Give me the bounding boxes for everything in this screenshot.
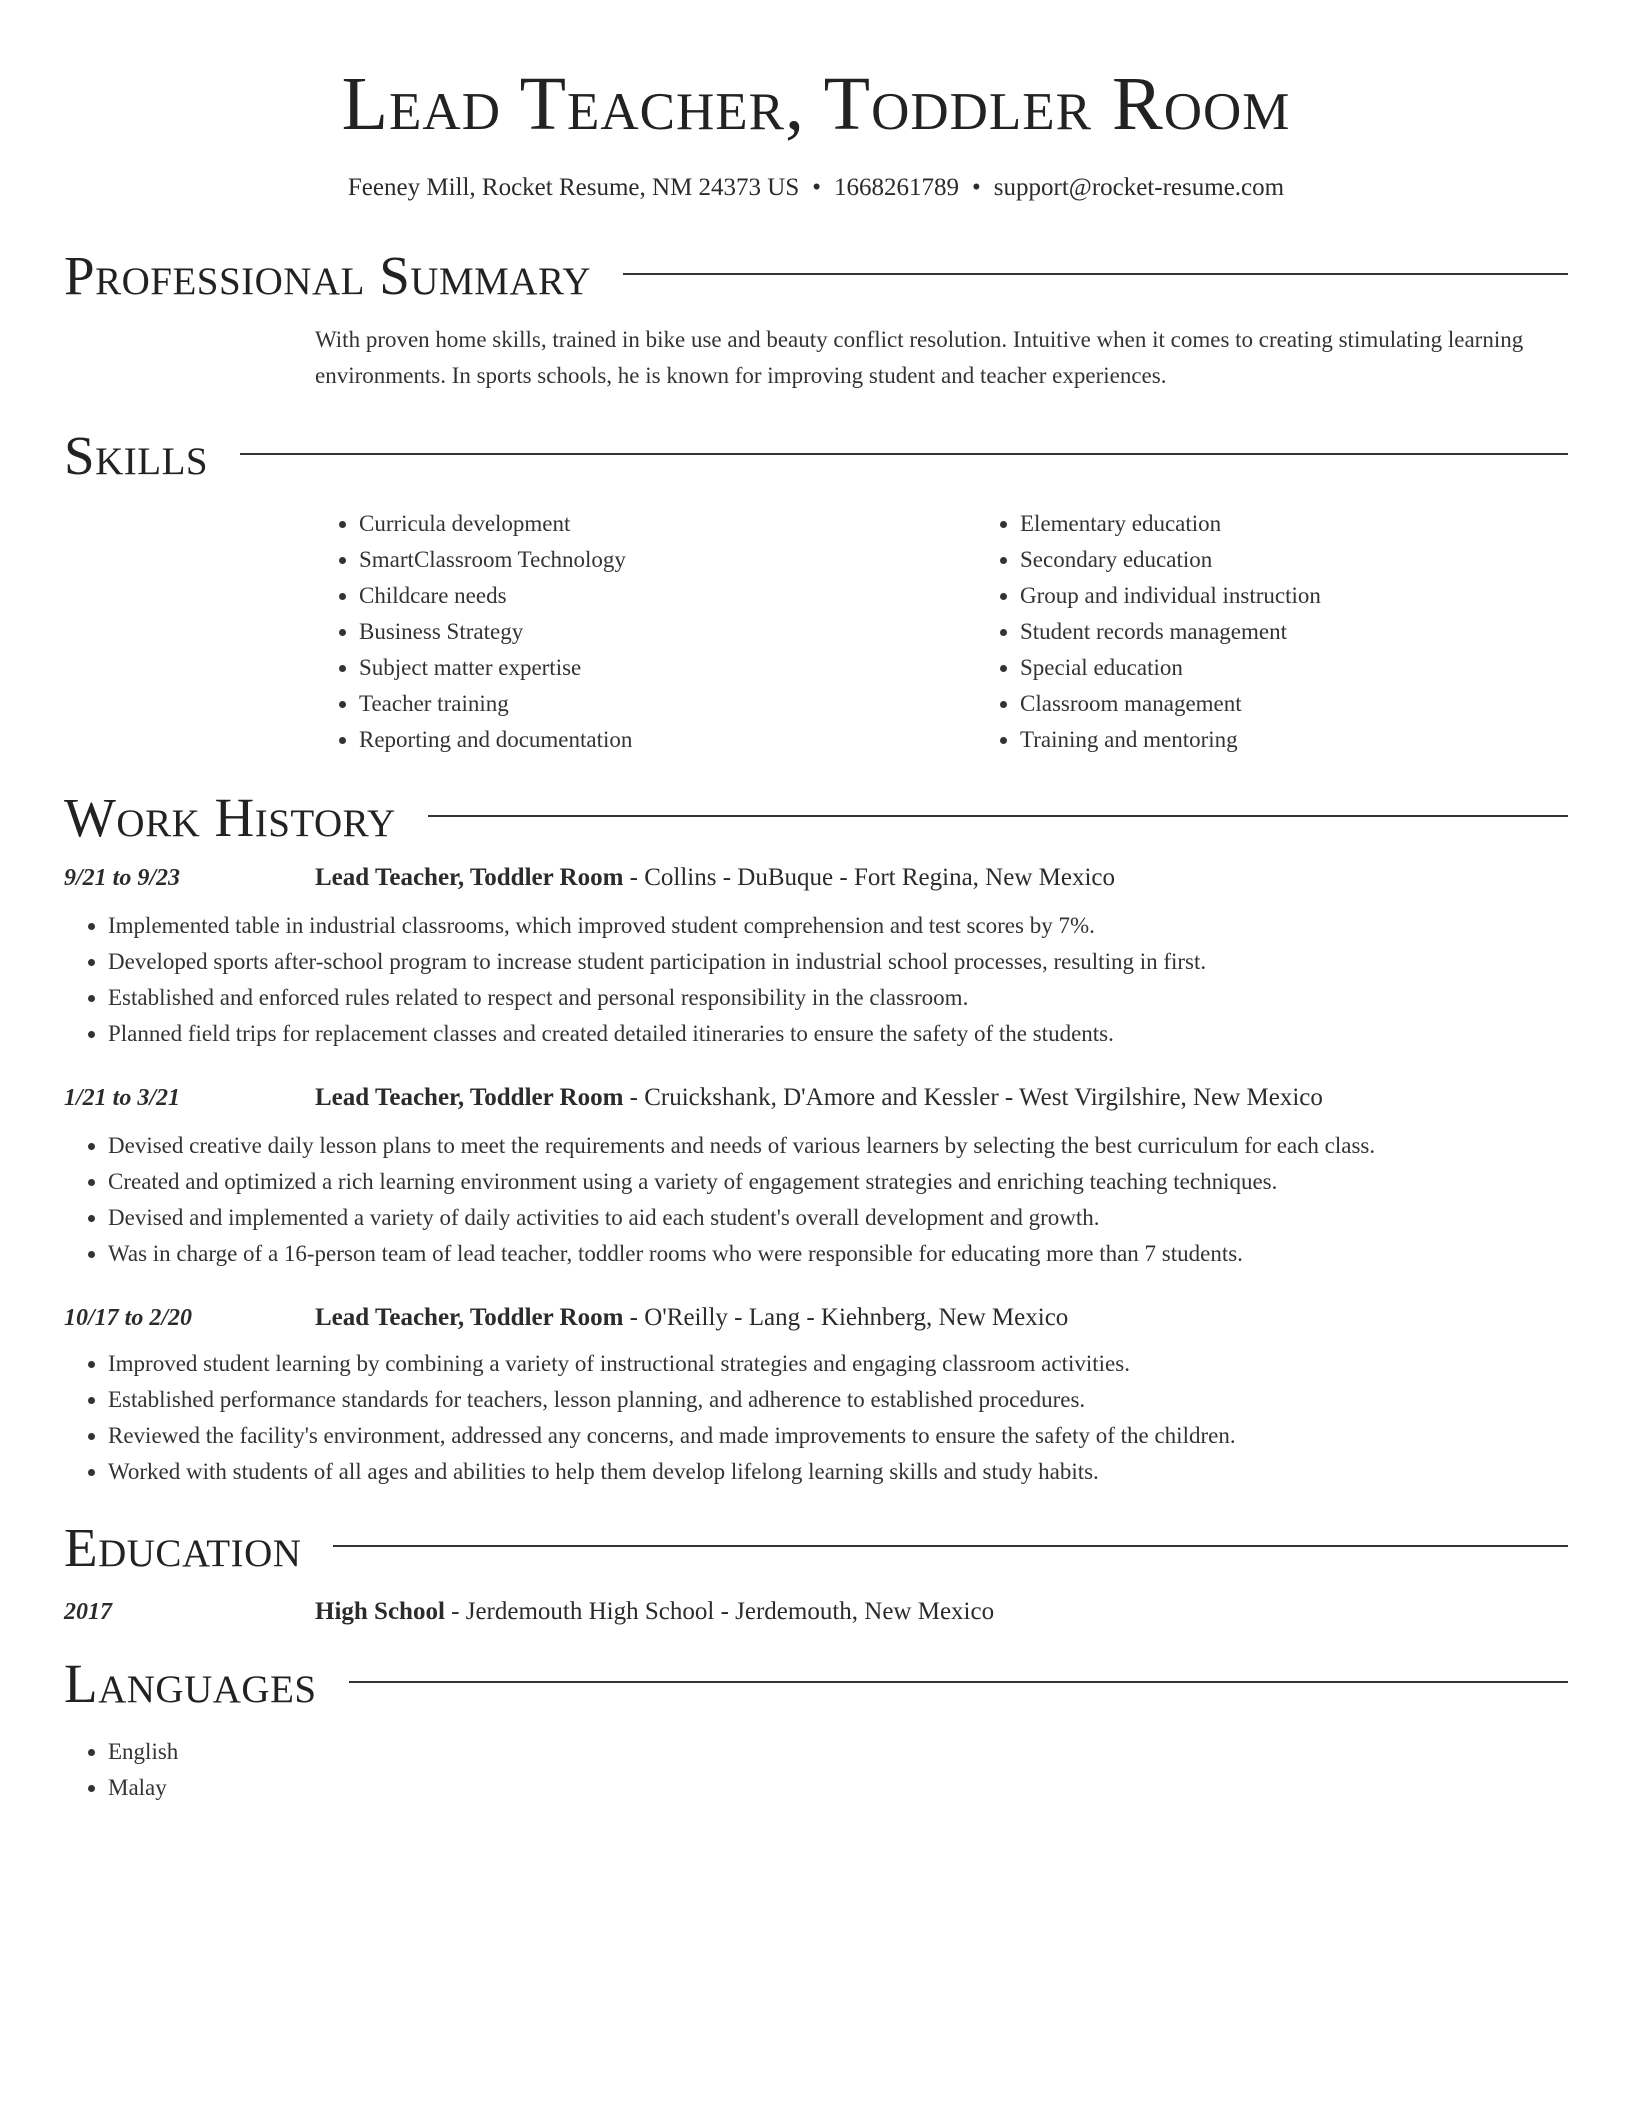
skills-column-1 [315, 506, 976, 758]
summary-text: With proven home skills, trained in bike use and beauty conflict resolution. Intuitive when it comes to creating stimulating learning environments. In sports schools, he is known for improving student and teacher experiences. [315, 327, 1524, 388]
job-bullet: • Implemented table in industrial classrooms, which improved student comprehension and test scores by 7%. [108, 908, 1568, 944]
job-title-line [315, 1304, 1068, 1332]
contact-line [64, 172, 1568, 204]
skills-section-header [64, 424, 1568, 488]
education-heading: Education [64, 1517, 302, 1578]
skill-item: • Business Strategy [359, 614, 976, 650]
job-employer: - Collins - DuBuque - Fort Regina, New Mexico [623, 864, 1116, 891]
summary-heading: Professional Summary [64, 245, 592, 306]
languages-section-header [64, 1652, 1568, 1716]
languages-list [64, 1734, 1568, 1806]
skill-item: • Special education [1020, 650, 1632, 686]
resume-name: Lead Teacher, Toddler Room [341, 62, 1291, 146]
job-entry [64, 1304, 1568, 1490]
job-title: Lead Teacher, Toddler Room [315, 1304, 624, 1331]
job-bullet: • Worked with students of all ages and abilities to help them develop lifelong learning skills and study habits. [108, 1454, 1568, 1490]
job-bullet: • Improved student learning by combining a variety of instructional strategies and engaging classroom activities. [108, 1346, 1568, 1382]
job-title-line [315, 1084, 1323, 1112]
job-entry [64, 864, 1568, 1052]
job-bullets [64, 1346, 1568, 1490]
job-title: Lead Teacher, Toddler Room [315, 864, 624, 891]
job-bullets [64, 908, 1568, 1052]
job-bullet: • Developed sports after-school program to increase student participation in industrial school processes, resulting in first. [108, 944, 1568, 980]
job-bullet: • Was in charge of a 16-person team of lead teacher, toddler rooms who were responsible for educating more than 7 students. [108, 1236, 1568, 1272]
skills-list [315, 506, 1568, 758]
job-header [64, 1304, 1568, 1332]
skill-item: • Elementary education [1020, 506, 1632, 542]
education-section-header [64, 1516, 1568, 1580]
job-bullet: • Devised creative daily lesson plans to meet the requirements and needs of various learners by selecting the best curriculum for each class. [108, 1128, 1568, 1164]
job-bullet: • Planned field trips for replacement classes and created detailed itineraries to ensure the safety of the students. [108, 1016, 1568, 1052]
education-title-line [315, 1598, 994, 1626]
section-divider [333, 1545, 1568, 1547]
job-entry [64, 1084, 1568, 1272]
job-bullet: • Created and optimized a rich learning environment using a variety of engagement strategies and enriching teaching techniques. [108, 1164, 1568, 1200]
job-title: Lead Teacher, Toddler Room [315, 1084, 624, 1111]
section-divider [428, 815, 1568, 817]
summary-section-header [64, 244, 1568, 308]
languages-heading: Languages [64, 1653, 317, 1714]
skills-column-2 [976, 506, 1632, 758]
job-bullets [64, 1128, 1568, 1272]
skill-item: • Classroom management [1020, 686, 1632, 722]
job-dates: 10/17 to 2/20 [64, 1305, 193, 1331]
language-item: • English [108, 1734, 1568, 1770]
skill-item: • Training and mentoring [1020, 722, 1632, 758]
contact-address: Feeney Mill, Rocket Resume, NM 24373 US [347, 174, 800, 201]
skill-item: • Group and individual instruction [1020, 578, 1632, 614]
section-divider [240, 453, 1568, 455]
skill-item: • Reporting and documentation [359, 722, 976, 758]
education-school: - Jerdemouth High School - Jerdemouth, New Mexico [444, 1598, 995, 1625]
education-degree: High School [315, 1598, 445, 1625]
work-section-header [64, 786, 1568, 850]
job-bullet: • Devised and implemented a variety of daily activities to aid each student's overall development and growth. [108, 1200, 1568, 1236]
skill-item: • Secondary education [1020, 542, 1632, 578]
job-employer: - Cruickshank, D'Amore and Kessler - West Virgilshire, New Mexico [623, 1084, 1323, 1111]
job-employer: - O'Reilly - Lang - Kiehnberg, New Mexico [623, 1304, 1069, 1331]
job-dates: 1/21 to 3/21 [64, 1085, 181, 1111]
job-header [64, 864, 1568, 892]
work-heading: Work History [64, 787, 396, 848]
education-year: 2017 [64, 1599, 112, 1625]
job-title-line [315, 864, 1115, 892]
skill-item: • Curricula development [359, 506, 976, 542]
contact-separator: • [812, 174, 822, 201]
job-bullet: • Reviewed the facility's environment, addressed any concerns, and made improvements to ensure the safety of the children. [108, 1418, 1568, 1454]
section-divider [623, 273, 1568, 275]
contact-separator: • [972, 174, 981, 201]
job-header [64, 1084, 1568, 1112]
job-bullet: • Established and enforced rules related to respect and personal responsibility in the classroom. [108, 980, 1568, 1016]
section-divider [349, 1681, 1568, 1683]
skill-item: • Student records management [1020, 614, 1632, 650]
contact-phone: 1668261789 [834, 174, 960, 201]
language-item: • Malay [108, 1770, 1568, 1806]
skills-heading: Skills [64, 425, 209, 486]
skill-item: • Teacher training [359, 686, 976, 722]
job-bullet: • Established performance standards for teachers, lesson planning, and adherence to established procedures. [108, 1382, 1568, 1418]
skill-item: • Subject matter expertise [359, 650, 976, 686]
job-dates: 9/21 to 9/23 [64, 865, 181, 891]
skill-item: • Childcare needs [359, 578, 976, 614]
skill-item: • SmartClassroom Technology [359, 542, 976, 578]
contact-email: support@rocket-resume.com [993, 174, 1285, 201]
education-entry [64, 1598, 1568, 1626]
